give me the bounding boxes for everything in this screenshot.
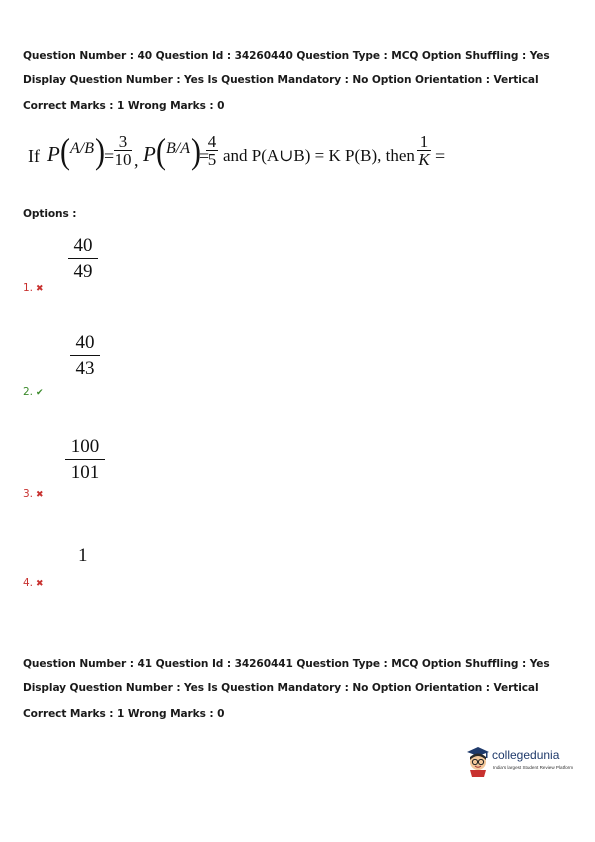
stem-equals: = xyxy=(435,146,446,166)
check-icon: ✔ xyxy=(36,388,44,398)
wrong-icon: ✖ xyxy=(36,284,44,294)
option-3-fraction: 100 101 xyxy=(65,437,105,483)
q41-meta-line2: Display Question Number : Yes Is Question Mandatory : No Option Orientation : Vertical xyxy=(23,682,539,694)
q41-meta-line1: Question Number : 41 Question Id : 34260441 Question Type : MCQ Option Shuffling : Yes xyxy=(23,658,550,670)
logo-name: collegedunia xyxy=(492,748,560,762)
stem-p2-label: P xyxy=(143,142,156,166)
options-heading: Options : xyxy=(23,208,77,220)
option-1-fraction: 40 49 xyxy=(68,236,98,282)
option-4-value: 1 xyxy=(78,545,88,566)
wrong-icon: ✖ xyxy=(36,490,44,500)
stem-p2-arg: B/A xyxy=(166,140,190,157)
stem-fraction-3: 1 K xyxy=(418,132,430,169)
stem-if: If xyxy=(28,146,40,166)
mascot-icon xyxy=(464,744,492,778)
stem-condition: and P(A∪B) = K P(B), then xyxy=(223,146,415,165)
q41-meta-line3: Correct Marks : 1 Wrong Marks : 0 xyxy=(23,708,225,720)
option-1-label[interactable]: 1. ✖ xyxy=(23,282,44,294)
stem-p1-arg: A/B xyxy=(70,140,94,157)
logo-tagline: India's largest Student Review Platform xyxy=(493,765,574,770)
stem-p1-label: P xyxy=(47,142,60,166)
option-2-label[interactable]: 2. ✔ xyxy=(23,386,44,398)
wrong-icon: ✖ xyxy=(36,579,44,589)
option-2-fraction: 40 43 xyxy=(70,333,100,379)
q40-meta-line3: Correct Marks : 1 Wrong Marks : 0 xyxy=(23,100,225,112)
option-4-label[interactable]: 4. ✖ xyxy=(23,577,44,589)
stem-fraction-1: 3 10 xyxy=(114,132,132,169)
q40-meta-line1: Question Number : 40 Question Id : 34260440 Question Type : MCQ Option Shuffling : Yes xyxy=(23,50,550,62)
collegedunia-logo[interactable] xyxy=(464,744,584,784)
q40-meta-line2: Display Question Number : Yes Is Question Mandatory : No Option Orientation : Vertical xyxy=(23,74,539,86)
option-3-label[interactable]: 3. ✖ xyxy=(23,488,44,500)
stem-fraction-2: 4 5 xyxy=(207,132,217,169)
